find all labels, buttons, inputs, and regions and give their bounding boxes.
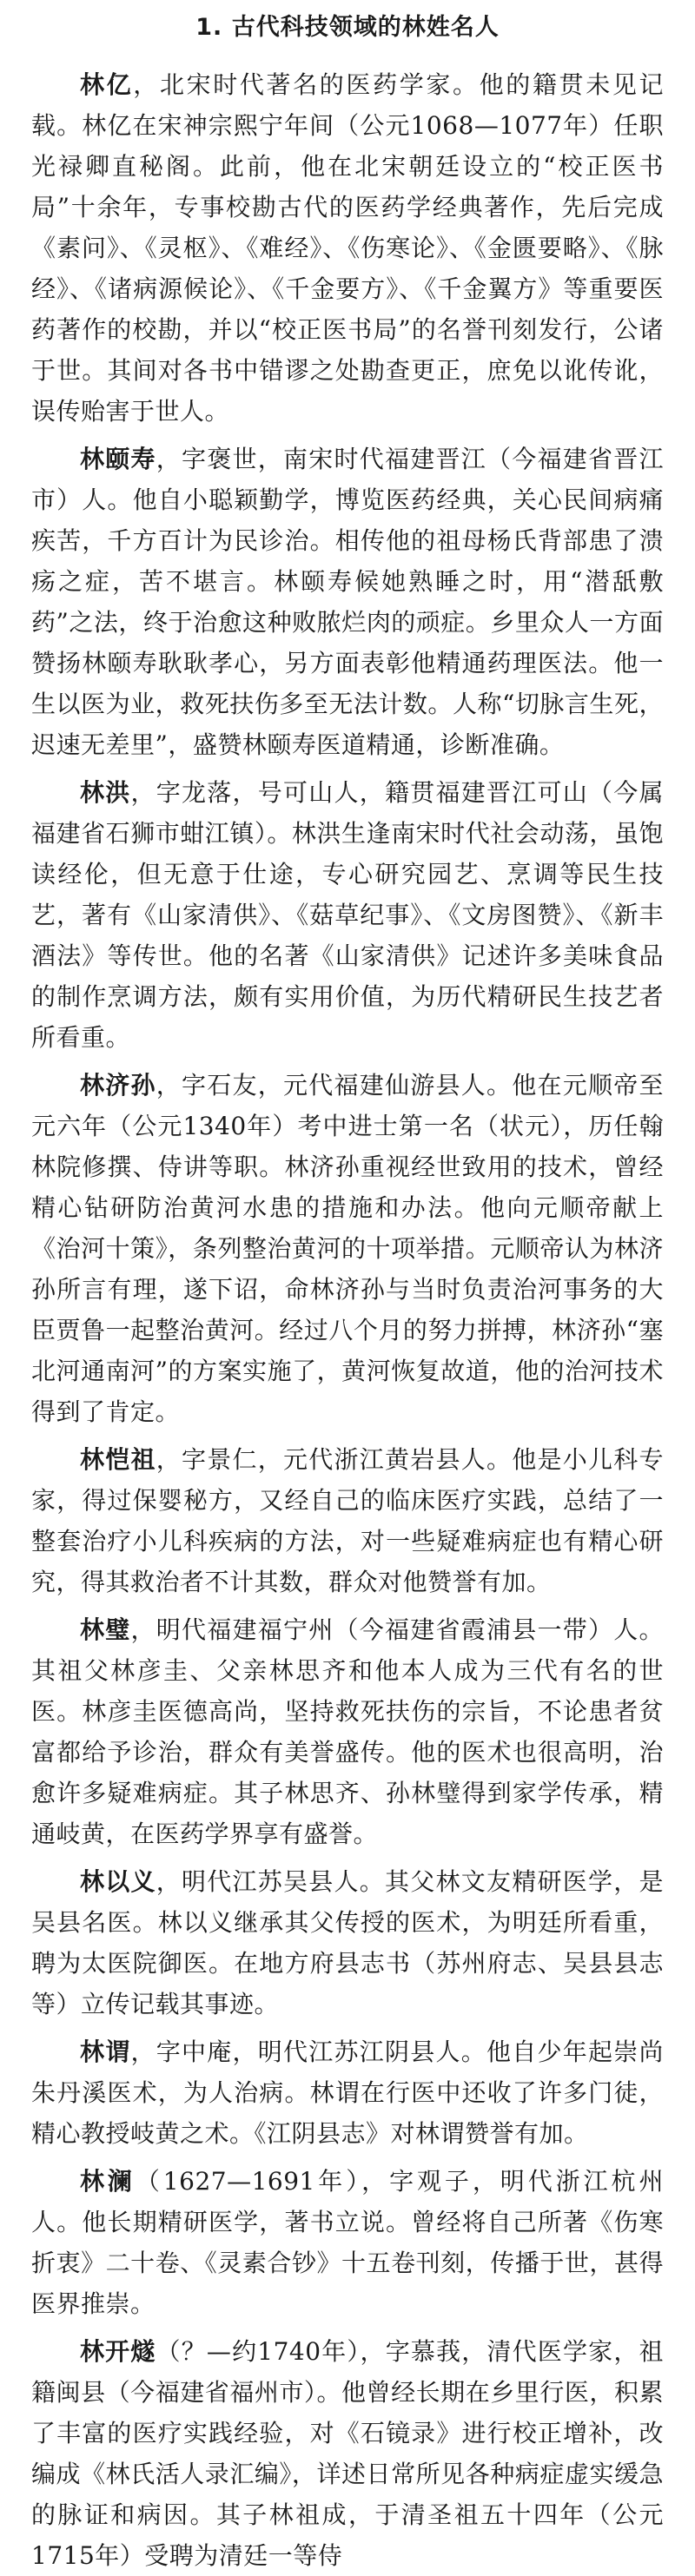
entry-name: 林璧	[80, 1615, 131, 1644]
section-title: 1. 古代科技领域的林姓名人	[195, 14, 500, 41]
entry-text: ，字景仁，元代浙江黄岩县人。他是小儿科专家，得过保婴秘方，又经自己的临床医疗实践，总结了一整套治疗小儿科疾病的方法，对一些疑难病症也有精心研究，得其救治者不计其数，群众对他赞誉有加。	[31, 1445, 664, 1596]
entry-lin-lan	[31, 2161, 664, 2324]
entry-text: （？—约1740年），字慕莪，清代医学家，祖籍闽县（今福建省福州市）。他曾经长期在乡里行医，积累了丰富的医疗实践经验，对《石镜录》进行校正增补，改编成《林氏活人录汇编》，详述日常所见各种病症虚实缓急的脉证和病因。其子林祖成，于清圣祖五十四年（公元1715年）受聘为清廷一等侍	[31, 2337, 664, 2570]
entry-text: ，字石友，元代福建仙游县人。他在元顺帝至元六年（公元1340年）考中进士第一名（状元），历任翰林院修撰、侍讲等职。林济孙重视经世致用的技术，曾经精心钻研防治黄河水患的措施和办法。他向元顺帝献上《治河十策》，条列整治黄河的十项举措。元顺帝认为林济孙所言有理，遂下诏，命林济孙与当时负责治河事务的大臣贾鲁一起整治黄河。经过八个月的努力拼搏，林济孙“塞北河通南河”的方案实施了，黄河恢复故道，他的治河技术得到了肯定。	[31, 1071, 664, 1426]
entry-lin-yishou	[31, 439, 664, 765]
entry-lin-kaisui	[31, 2331, 664, 2576]
entry-text: （1627—1691年），字观子，明代浙江杭州人。他长期精研医学，著书立说。曾经将自己所著《伤寒折衷》二十卷、《灵素合钞》十五卷刊刻，传播于世，甚得医界推崇。	[31, 2167, 664, 2318]
entry-name: 林开燧	[80, 2337, 156, 2366]
entry-text: ，字褒世，南宋时代福建晋江（今福建省晋江市）人。他自小聪颖勤学，博览医药经典，关心民间病痛疾苦，千方百计为民诊治。相传他的祖母杨氏背部患了溃疡之症，苦不堪言。林颐寿候她熟睡之时，用“潜舐敷药”之法，终于治愈这种败脓烂肉的顽症。乡里众人一方面赞扬林颐寿耿耿孝心，另方面表彰他精通药理医法。他一生以医为业，救死扶伤多至无法计数。人称“切脉言生死，迟速无差里”，盛赞林颐寿医道精通，诊断准确。	[31, 445, 664, 759]
entry-lin-jisun	[31, 1065, 664, 1432]
entry-text: ，字中庵，明代江苏江阴县人。他自少年起崇尚朱丹溪医术，为人治病。林谓在行医中还收了许多门徒，精心教授岐黄之术。《江阴县志》对林谓赞誉有加。	[31, 2038, 664, 2148]
entry-name: 林洪	[80, 778, 131, 807]
entry-text: ，明代江苏吴县人。其父林文友精研医学，是吴县名医。林以义继承其父传授的医术，为明廷所看重，聘为太医院御医。在地方府县志书（苏州府志、吴县县志等）立传记载其事迹。	[31, 1867, 664, 2018]
entry-name: 林济孙	[80, 1071, 156, 1100]
entry-name: 林谓	[80, 2038, 131, 2066]
entry-lin-hong	[31, 772, 664, 1058]
entry-lin-yiyi	[31, 1861, 664, 2024]
entry-lin-wei	[31, 2031, 664, 2154]
entry-name: 林亿	[80, 70, 134, 99]
entry-lin-bi	[31, 1609, 664, 1854]
entry-lin-yi	[31, 64, 664, 432]
entry-name: 林颐寿	[80, 445, 156, 473]
entry-text: ，字龙落，号可山人，籍贯福建晋江可山（今属福建省石狮市蚶江镇）。林洪生逢南宋时代社会动荡，虽饱读经伦，但无意于仕途，专心研究园艺、烹调等民生技艺，著有《山家清供》、《菇草纪事》、《文房图赞》、《新丰酒法》等传世。他的名著《山家清供》记述许多美味食品的制作烹调方法，颇有实用价值，为历代精研民生技艺者所看重。	[31, 778, 664, 1052]
entry-text: ，明代福建福宁州（今福建省霞浦县一带）人。其祖父林彦圭、父亲林思齐和他本人成为三代有名的世医。林彦圭医德高尚，坚持救死扶伤的宗旨，不论患者贫富都给予诊治，群众有美誉盛传。他的医术也很高明，治愈许多疑难病症。其子林思齐、孙林璧得到家学传承，精通岐黄，在医药学界享有盛誉。	[31, 1615, 664, 1848]
entry-name: 林澜	[80, 2167, 136, 2196]
entry-name: 林恺祖	[80, 1445, 156, 1474]
entry-lin-kaizu	[31, 1439, 664, 1602]
entry-text: ，北宋时代著名的医药学家。他的籍贯未见记载。林亿在宋神宗熙宁年间（公元1068—1077年）任职光禄卿直秘阁。此前，他在北宋朝廷设立的“校正医书局”十余年，专事校勘古代的医药学经典著作，先后完成《素问》、《灵枢》、《难经》、《伤寒论》、《金匮要略》、《脉经》、《诸病源候论》、《千金要方》、《千金翼方》等重要医药著作的校勘，并以“校正医书局”的名誉刊刻发行，公诸于世。其间对各书中错谬之处勘查更正，庶免以讹传讹，误传贻害于世人。	[31, 70, 664, 426]
entry-name: 林以义	[80, 1867, 156, 1896]
